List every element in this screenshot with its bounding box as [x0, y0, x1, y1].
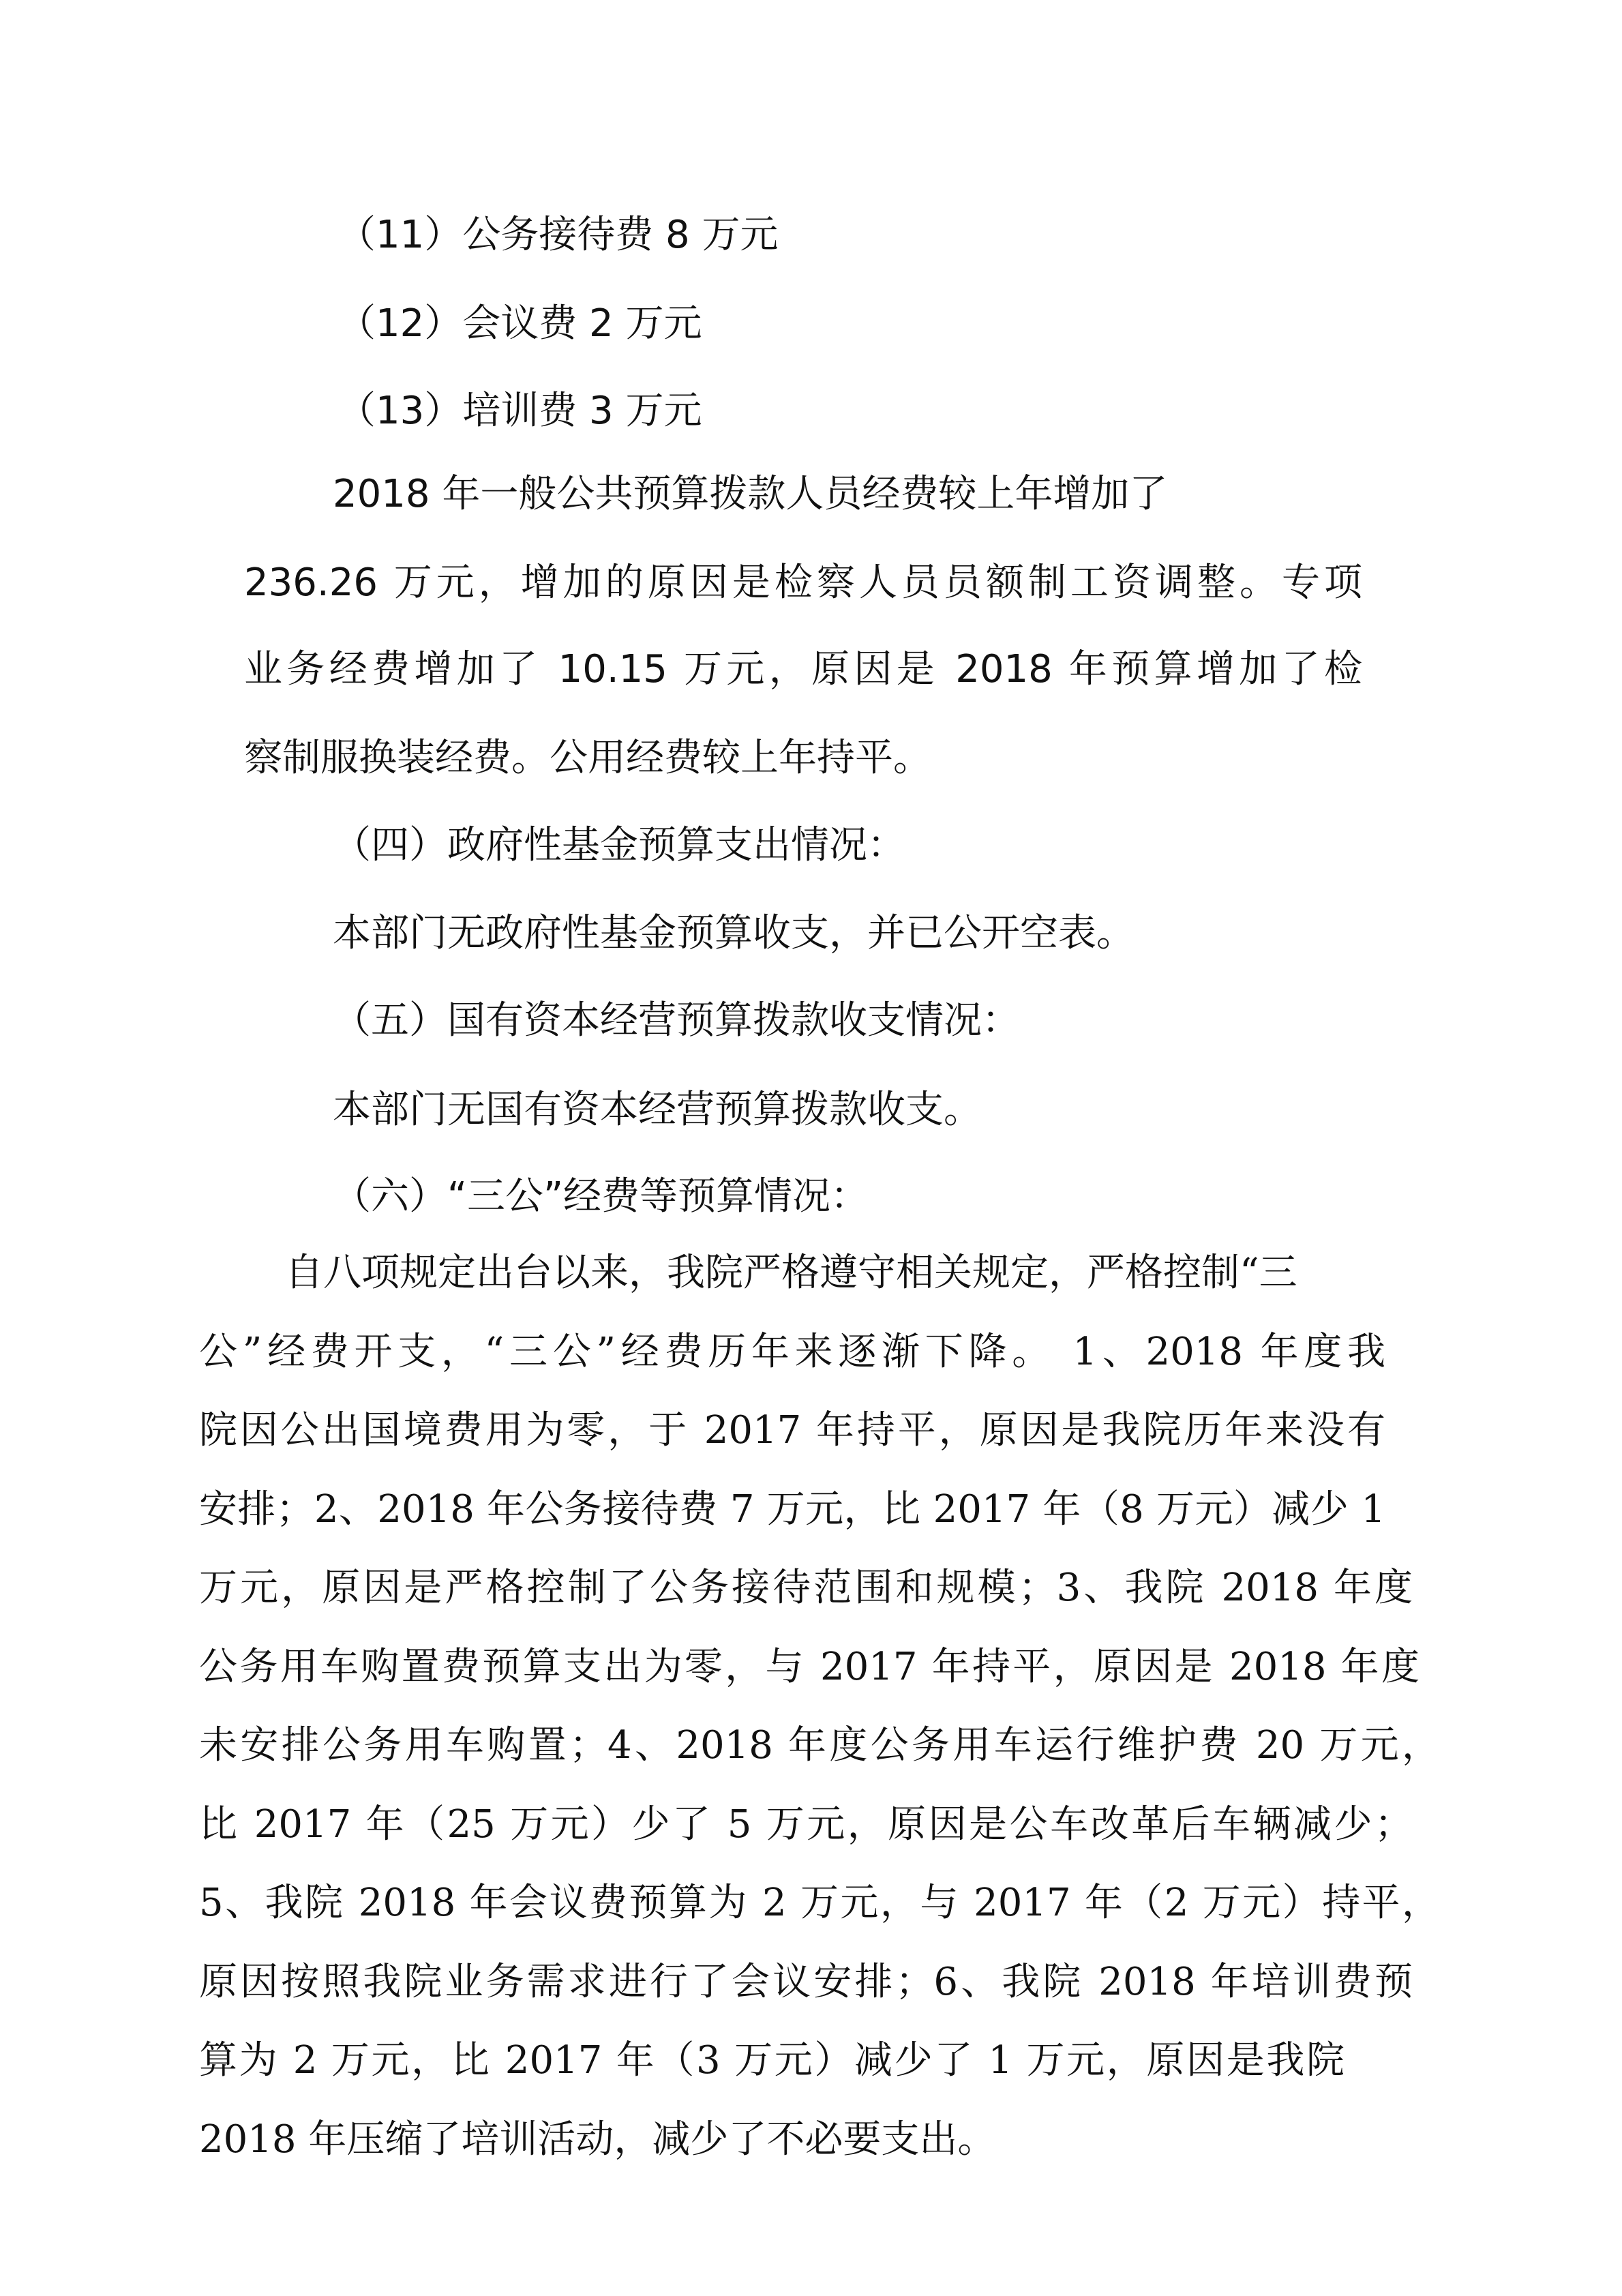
- budget-item-13: （13）培训费 3 万元: [337, 389, 702, 433]
- section-6-body-line-3: 院因公出国境费用为零，于 2017 年持平，原因是我院历年来没有: [199, 1408, 1385, 1452]
- section-6-body-line-11: 算为 2 万元，比 2017 年（3 万元）减少了 1 万元，原因是我院: [199, 2038, 1345, 2083]
- section-4-heading: （四）政府性基金预算支出情况：: [333, 823, 905, 867]
- section-6-body-line-1: 自八项规定出台以来，我院严格遵守相关规定，严格控制“三: [285, 1251, 1297, 1295]
- section-6-body-line-10: 原因按照我院业务需求进行了会议安排；6、我院 2018 年培训费预: [199, 1960, 1413, 2004]
- section-6-body-line-7: 未安排公务用车购置；4、2018 年度公务用车运行维护费 20 万元，: [199, 1723, 1440, 1768]
- section-4-body: 本部门无政府性基金预算收支，并已公开空表。: [333, 911, 1135, 955]
- section-5-body: 本部门无国有资本经营预算拨款收支。: [333, 1088, 982, 1132]
- section-6-body-line-2: 公”经费开支，“三公”经费历年来逐渐下降。 1、2018 年度我: [199, 1330, 1385, 1374]
- personnel-paragraph-line-2: 236.26 万元，增加的原因是检察人员员额制工资调整。专项: [244, 561, 1362, 605]
- section-6-body-line-9: 5、我院 2018 年会议费预算为 2 万元，与 2017 年（2 万元）持平，: [199, 1881, 1440, 1925]
- budget-item-11: （11）公务接待费 8 万元: [337, 213, 779, 257]
- personnel-paragraph-line-1: 2018 年一般公共预算拨款人员经费较上年增加了: [333, 472, 1168, 516]
- section-6-heading: （六）“三公”经费等预算情况：: [333, 1174, 869, 1219]
- section-6-body-line-4: 安排；2、2018 年公务接待费 7 万元，比 2017 年（8 万元）减少 1: [199, 1487, 1385, 1532]
- section-6-body-line-6: 公务用车购置费预算支出为零，与 2017 年持平，原因是 2018 年度: [199, 1645, 1420, 1689]
- section-6-body-line-5: 万元，原因是严格控制了公务接待范围和规模；3、我院 2018 年度: [199, 1566, 1413, 1610]
- budget-item-12: （12）会议费 2 万元: [337, 301, 702, 346]
- section-6-body-line-12: 2018 年压缩了培训活动，减少了不必要支出。: [199, 2117, 996, 2162]
- personnel-paragraph-line-3: 业务经费增加了 10.15 万元，原因是 2018 年预算增加了检: [244, 647, 1362, 691]
- section-6-body-line-8: 比 2017 年（25 万元）少了 5 万元，原因是公车改革后车辆减少；: [199, 1802, 1413, 1847]
- personnel-paragraph-line-4: 察制服换装经费。公用经费较上年持平。: [244, 736, 931, 780]
- section-5-heading: （五）国有资本经营预算拨款收支情况：: [333, 998, 1020, 1043]
